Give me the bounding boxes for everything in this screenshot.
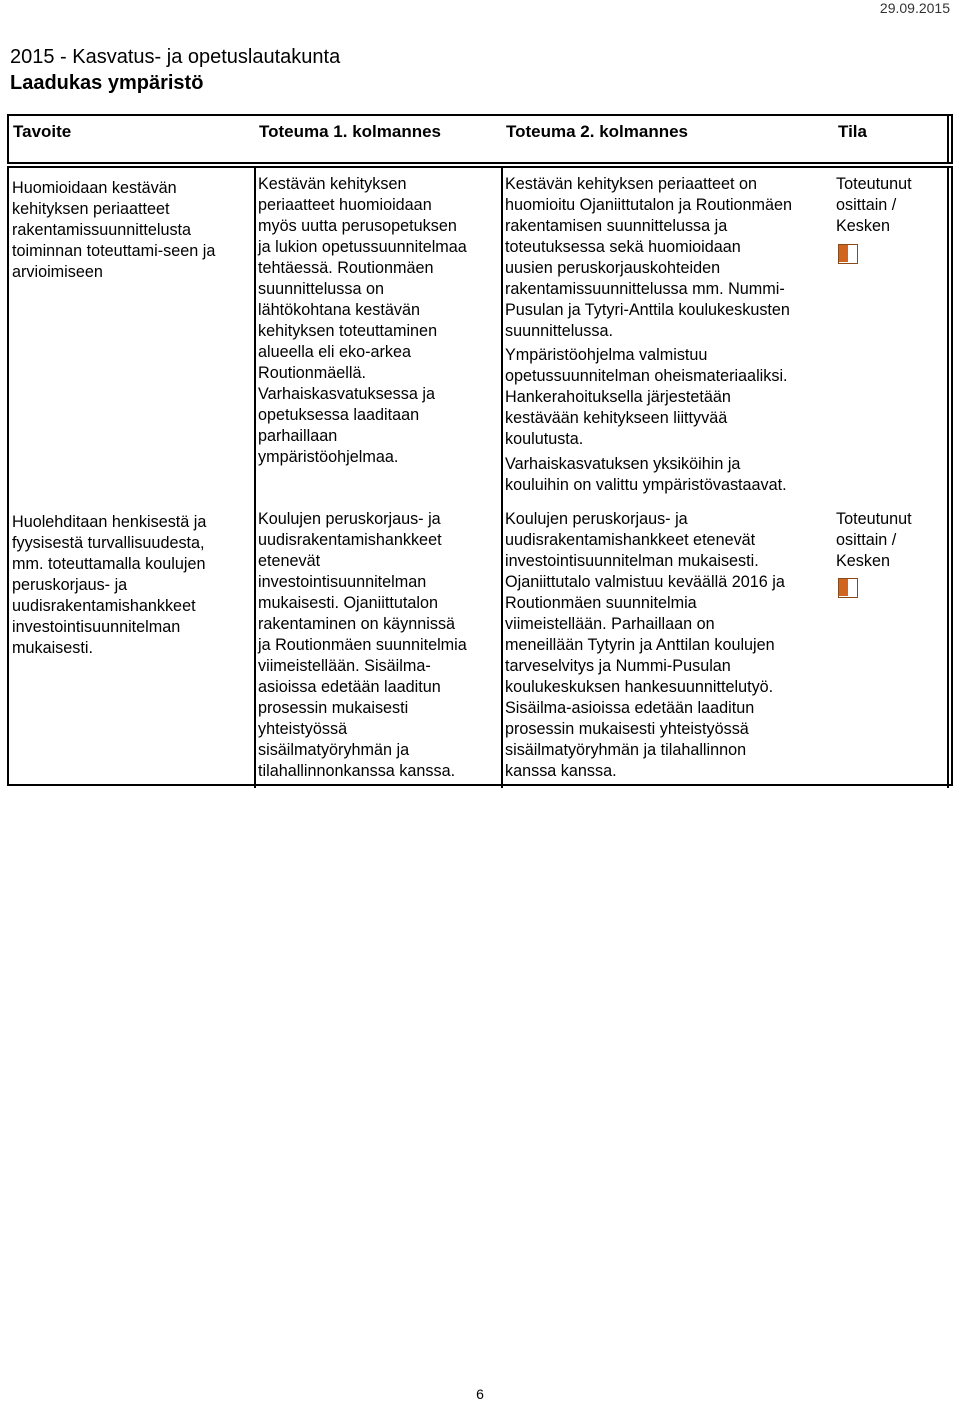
text-line: Kesken — [836, 552, 890, 570]
text-line: viimeistellään. Sisäilma- — [258, 657, 431, 675]
text-line: Koulujen peruskorjaus- ja — [505, 510, 688, 528]
report-subtitle: Laadukas ympäristö — [10, 72, 204, 94]
text-line: koulukeskuksen hankesuunnittelutyö. — [505, 678, 774, 696]
text-line: yhteistyössä — [258, 720, 348, 738]
text-line: Routionmäen suunnitelmia — [505, 594, 697, 612]
text-line: suunnittelussa on — [258, 280, 384, 298]
text-line: alueella eli eko-arkea — [258, 343, 411, 361]
text-line: toiminnan toteuttami-seen ja — [12, 242, 216, 260]
text-line: periaatteet huomioidaan — [258, 196, 432, 214]
text-line: osittain / — [836, 531, 897, 549]
text-line: Kestävän kehityksen periaatteet on — [505, 175, 757, 193]
page-number: 6 — [476, 1386, 484, 1402]
row2-tila — [836, 509, 912, 572]
text-line: meneillään Tytyrin ja Anttilan koulujen — [505, 636, 775, 654]
text-line: rakentaminen on käynnissä — [258, 615, 456, 633]
text-line: etenevät — [258, 552, 321, 570]
text-line: rakentamisen suunnittelussa ja — [505, 217, 728, 235]
text-line: Varhaiskasvatuksen yksiköihin ja — [505, 455, 741, 473]
header-toteuma2: Toteuma 2. kolmannes — [506, 122, 689, 141]
report-date: 29.09.2015 — [879, 0, 950, 16]
text-line: kanssa kanssa. — [505, 762, 617, 780]
text-line: viimeistellään. Parhaillaan on — [505, 615, 715, 633]
row2-toteuma1 — [258, 509, 467, 782]
text-line: prosessin mukaisesti yhteistyössä — [505, 720, 749, 738]
text-line: asioissa edetään laaditun — [258, 678, 441, 696]
text-line: Ympäristöohjelma valmistuu — [505, 346, 708, 364]
text-line: uudisrakentamishankkeet — [12, 597, 196, 615]
row1-tavoite — [12, 178, 215, 283]
text-line: tarveselvitys ja Nummi-Pusulan — [505, 657, 731, 675]
text-line: ja Routionmäen suunnitelmia — [258, 636, 467, 654]
text-line: Hankerahoituksella järjestetään — [505, 388, 731, 406]
text-line: tilahallinnonkanssa kanssa. — [258, 762, 456, 780]
column-divider-3 — [947, 166, 949, 788]
text-line: parhaillaan — [258, 427, 338, 445]
column-divider-2 — [501, 166, 503, 788]
text-line: Toteutunut — [836, 510, 912, 528]
text-line: kouluihin on valittu ympäristövastaavat. — [505, 476, 787, 494]
text-line: mukaisesti. Ojaniittutalon — [258, 594, 438, 612]
text-line: koulutusta. — [505, 430, 584, 448]
text-line: osittain / — [836, 196, 897, 214]
status-half-icon — [838, 578, 858, 598]
row1-toteuma2-part2 — [505, 345, 788, 450]
text-line: investointisuunnitelman — [258, 573, 427, 591]
text-line: Kesken — [836, 217, 890, 235]
header-tila: Tila — [838, 122, 867, 141]
row1-tila — [836, 174, 912, 237]
text-line: Routionmäellä. — [258, 364, 366, 382]
text-line: Huomioidaan kestävän — [12, 179, 177, 197]
text-line: peruskorjaus- ja — [12, 576, 128, 594]
text-line: kestävään kehitykseen liittyvää — [505, 409, 728, 427]
status-half-icon — [838, 244, 858, 264]
text-line: ja lukion opetussuunnitelmaa — [258, 238, 467, 256]
text-line: kehityksen toteuttaminen — [258, 322, 438, 340]
text-line: rakentamissuunnittelussa mm. Nummi- — [505, 280, 785, 298]
text-line: sisäilmatyöryhmän ja — [258, 741, 410, 759]
text-line: arvioimiseen — [12, 263, 103, 281]
text-line: uusien peruskorjauskohteiden — [505, 259, 721, 277]
text-line: uudisrakentamishankkeet — [258, 531, 442, 549]
text-line: mm. toteuttamalla koulujen — [12, 555, 206, 573]
row1-toteuma2-part3 — [505, 454, 787, 496]
text-line: myös uutta perusopetuksen — [258, 217, 457, 235]
text-line: rakentamissuunnittelusta — [12, 221, 192, 239]
text-line: Kestävän kehityksen — [258, 175, 407, 193]
text-line: lähtökohtana kestävän — [258, 301, 420, 319]
column-divider-1 — [254, 166, 256, 788]
row2-toteuma2 — [505, 509, 785, 782]
text-line: investointisuunnitelman — [12, 618, 181, 636]
row2-tavoite — [12, 512, 206, 659]
text-line: tehtäessä. Routionmäen — [258, 259, 434, 277]
report-title: 2015 - Kasvatus- ja opetuslautakunta — [10, 46, 341, 68]
text-line: Ojaniittutalo valmistuu keväällä 2016 ja — [505, 573, 785, 591]
text-line: Sisäilma-asioissa edetään laaditun — [505, 699, 755, 717]
header-tavoite: Tavoite — [13, 122, 72, 141]
text-line: Varhaiskasvatuksessa ja — [258, 385, 435, 403]
text-line: Toteutunut — [836, 175, 912, 193]
text-line: huomioitu Ojaniittutalon ja Routionmäen — [505, 196, 793, 214]
text-line: Huolehditaan henkisestä ja — [12, 513, 207, 531]
text-line: fyysisestä turvallisuudesta, — [12, 534, 205, 552]
table-header — [7, 114, 953, 164]
text-line: prosessin mukaisesti — [258, 699, 409, 717]
row1-toteuma1 — [258, 174, 467, 468]
text-line: ympäristöohjelmaa. — [258, 448, 399, 466]
text-line: uudisrakentamishankkeet etenevät — [505, 531, 756, 549]
text-line: mukaisesti. — [12, 639, 93, 657]
text-line: Pusulan ja Tytyri-Anttila koulukeskusten — [505, 301, 790, 319]
header-divider — [947, 116, 949, 162]
text-line: toteutuksessa sekä huomioidaan — [505, 238, 741, 256]
text-line: opetuksessa laaditaan — [258, 406, 420, 424]
text-line: suunnittelussa. — [505, 322, 613, 340]
text-line: Koulujen peruskorjaus- ja — [258, 510, 441, 528]
text-line: sisäilmatyöryhmän ja tilahallinnon — [505, 741, 747, 759]
text-line: opetussuunnitelman oheismateriaaliksi. — [505, 367, 788, 385]
text-line: investointisuunnitelman mukaisesti. — [505, 552, 759, 570]
text-line: kehityksen periaatteet — [12, 200, 170, 218]
row1-toteuma2-part1 — [505, 174, 792, 342]
header-toteuma1: Toteuma 1. kolmannes — [259, 122, 442, 141]
